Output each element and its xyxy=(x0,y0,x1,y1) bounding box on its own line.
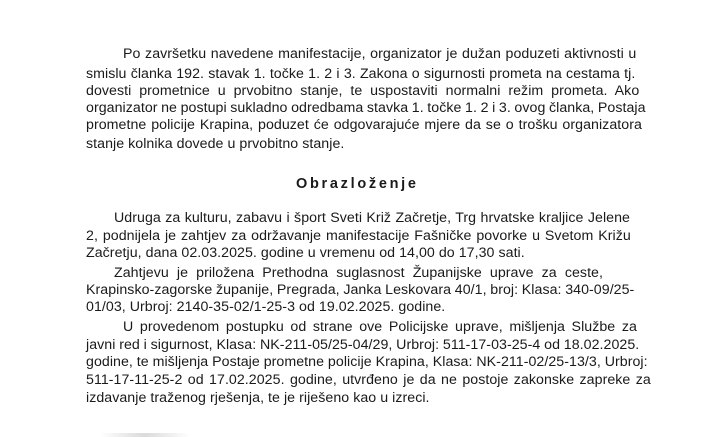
paragraph-4-line-5: izdavanje traženog rješenja, te je riješeno kao u izreci. xyxy=(86,390,430,406)
paragraph-2-line-1: Udruga za kulturu, zabavu i šport Sveti Križ Začretje, Trg hrvatske kraljice Jelene xyxy=(114,210,630,226)
section-heading: Obrazloženje xyxy=(296,176,419,192)
paragraph-1-line-2: smislu članka 192. stavak 1. točke 1. 2 i 3. Zakona o sigurnosti prometa na cestama tj. xyxy=(86,66,636,82)
paragraph-4-line-2: javni red i sigurnost, Klasa: NK-211-05/25-04/29, Urbroj: 511-17-03-25-4 od 18.02.2025. xyxy=(86,337,640,353)
paragraph-1-line-4: organizator ne postupi sukladno odredbama stavka 1. točke 1. 2 i 3. ovog članka, Postaja xyxy=(86,100,646,116)
paragraph-4-line-3: godine, te mišljenja Postaje prometne policije Krapina, Klasa: NK-211-02/25-13/3, Urbroj: xyxy=(86,354,648,370)
paragraph-3-line-1: Zahtjevu je priložena Prethodna suglasnost Županijske uprave za ceste, xyxy=(114,265,603,281)
paragraph-1-line-5: prometne policije Krapina, poduzet će odgovarajuće mjere da se o trošku organizatora xyxy=(86,117,642,133)
stamp-fragment xyxy=(100,433,190,437)
paragraph-1-line-1: Po završetku navedene manifestacije, organizator je dužan poduzeti aktivnosti u xyxy=(123,46,637,62)
paragraph-2-line-2: 2, podnijela je zahtjev za održavanje manifestacije Fašničke povorke u Svetom Križu xyxy=(86,228,631,244)
paragraph-1-line-6: stanje kolnika dovede u prvobitno stanje. xyxy=(86,136,345,152)
paragraph-1-line-3: dovesti prometnice u prvobitno stanje, te uspostaviti normalni režim prometa. Ako xyxy=(86,83,640,99)
paragraph-4-line-1: U provedenom postupku od strane ove Policijske uprave, mišljenja Službe za xyxy=(123,319,637,335)
paragraph-3-line-3: 01/03, Urbroj: 2140-35-02/1-25-3 od 19.02.2025. godine. xyxy=(86,299,446,315)
paragraph-4-line-4: 511-17-11-25-2 od 17.02.2025. godine, utvrđeno je da ne postoje zakonske zapreke za xyxy=(86,372,651,388)
paragraph-3-line-2: Krapinsko-zagorske županije, Pregrada, Janka Leskovara 40/1, broj: Klasa: 340-09/25- xyxy=(86,282,635,298)
paragraph-2-line-3: Začretju, dana 02.03.2025. godine u vremenu od 14,00 do 17,30 sati. xyxy=(86,245,525,261)
